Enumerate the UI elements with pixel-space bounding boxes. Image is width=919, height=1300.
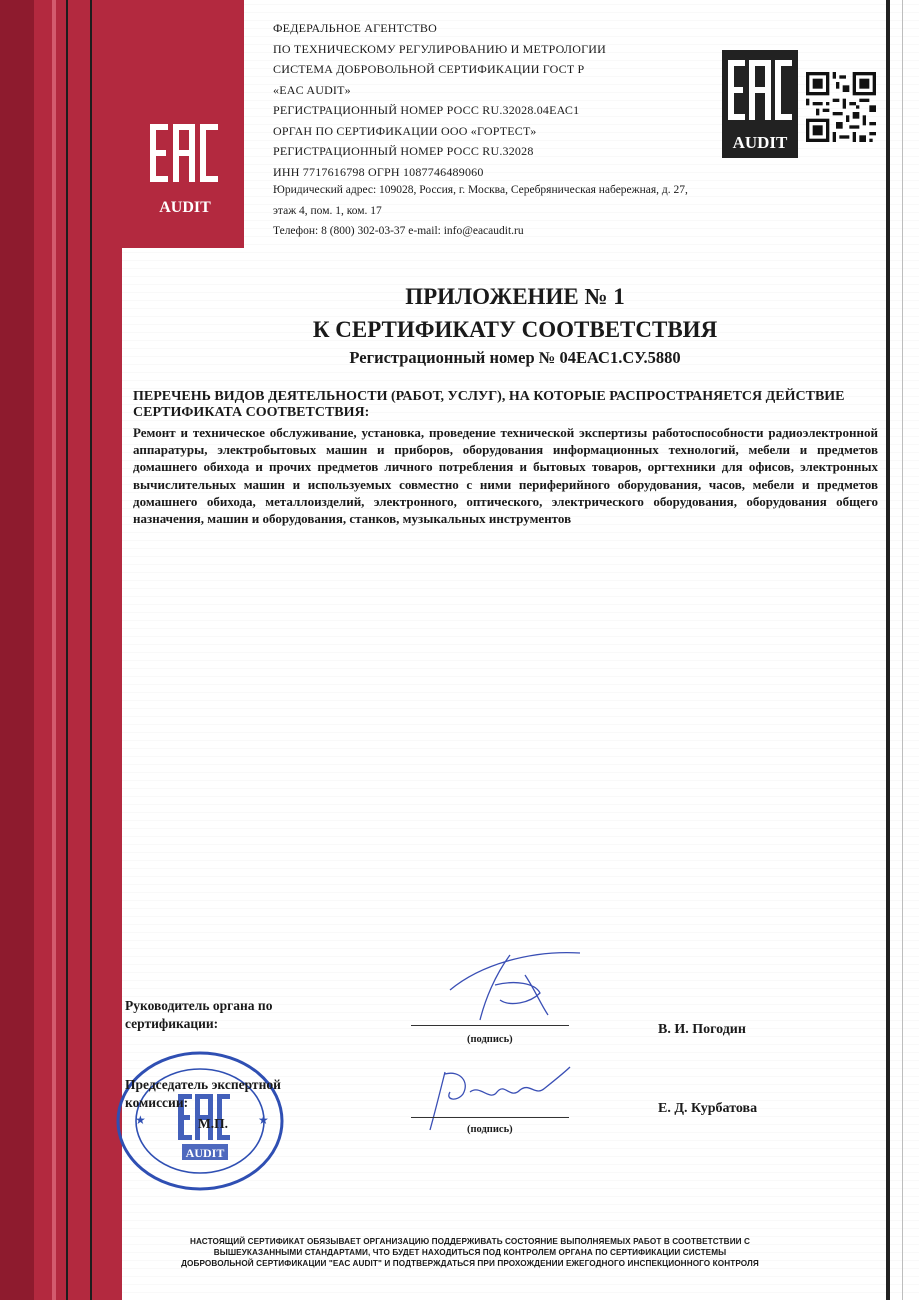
issuer-address — [273, 180, 688, 242]
header-line: ФЕДЕРАЛЬНОЕ АГЕНТСТВО — [273, 21, 437, 35]
eac-audit-logo — [146, 122, 224, 218]
right-border-thin — [902, 0, 903, 1300]
svg-text:AUDIT: AUDIT — [732, 133, 788, 152]
right-border-line — [886, 0, 890, 1300]
head-label: Руководитель органа по сертификации: — [125, 998, 273, 1031]
address-line: Юридический адрес: 109028, Россия, г. Москва, Серебряническая набережная, д. 27, — [273, 184, 688, 196]
signature-caption: (подпись) — [467, 1124, 513, 1135]
left-dark-stripe — [0, 0, 34, 1300]
seal-mark: М.П. — [198, 1116, 228, 1131]
header-line: ОРГАН ПО СЕРТИФИКАЦИИ ООО «ГОРТЕСТ» — [273, 123, 537, 138]
footer-notice — [150, 1236, 790, 1269]
footer-line: ВЫШЕУКАЗАННЫМИ СТАНДАРТАМИ, ЧТО БУДЕТ НАХОДИТЬСЯ ПОД КОНТРОЛЕМ ОРГАНА ПО СЕРТИФИКАЦИИ СИСТЕМЫ — [213, 1248, 727, 1257]
left-black-line — [90, 0, 92, 1300]
eac-audit-logo-dark — [722, 50, 798, 158]
header-line: СИСТЕМА ДОБРОВОЛЬНОЙ СЕРТИФИКАЦИИ ГОСТ Р — [273, 62, 585, 76]
signature-caption: (подпись) — [467, 1034, 513, 1045]
logo-word: AUDIT — [159, 199, 211, 216]
signature-line — [411, 1025, 569, 1026]
handwritten-signature — [415, 1062, 575, 1132]
expert-name: Е. Д. Курбатова — [658, 1101, 758, 1116]
scope-heading: ПЕРЕЧЕНЬ ВИДОВ ДЕЯТЕЛЬНОСТИ (РАБОТ, УСЛУГ), НА КОТОРЫЕ РАСПРОСТРАНЯЕТСЯ ДЕЙСТВИЕ СЕРТИФИКАТА СООТВЕТСТВИЯ: — [133, 389, 845, 420]
registration-number: Регистрационный номер № 04ЕАС1.СУ.5880 — [349, 348, 681, 367]
footer-line: НАСТОЯЩИЙ СЕРТИФИКАТ ОБЯЗЫВАЕТ ОРГАНИЗАЦИЮ ПОДДЕРЖИВАТЬ СОСТОЯНИЕ ВЫПОЛНЯЕМЫХ РАБОТ В СООТВЕТСТВИИ С — [189, 1237, 751, 1246]
left-black-line — [66, 0, 68, 1300]
address-line: этаж 4, пом. 1, ком. 17 — [273, 204, 382, 217]
document-title: ПРИЛОЖЕНИЕ № 1 — [405, 284, 625, 309]
expert-label: Председатель экспертной комиссии: — [125, 1077, 281, 1110]
qr-code-icon — [806, 72, 876, 142]
svg-text:★: ★ — [135, 1113, 146, 1127]
contact-line: Телефон: 8 (800) 302-03-37 e-mail: info@eacaudit.ru — [273, 225, 524, 237]
signature-line — [411, 1117, 569, 1118]
header-line: ПО ТЕХНИЧЕСКОМУ РЕГУЛИРОВАНИЮ И МЕТРОЛОГИИ — [273, 41, 606, 56]
left-light-stripe — [52, 0, 56, 1300]
scope-body: Ремонт и техническое обслуживание, установка, проведение технической экспертизы работоспособности радиоэлектронной аппаратуры, электробытовых машин и приборов, оборудования информационных технологий, мебели и предметов домашнего обихода и прочих предметов личного потребления и бытовых товаров, оргтехники для офисов, электронных вычислительных машин и используемых совместно с ними периферийного оборудования, часов, мебели и предметов домашнего обихода, металлоизделий, электронного, оптического, электрического оборудования, оборудования общего назначения, машин и оборудования, станков, музыкальных инструментов — [133, 425, 878, 527]
document-subtitle: К СЕРТИФИКАТУ СООТВЕТСТВИЯ — [312, 317, 718, 342]
handwritten-signature — [440, 945, 590, 1025]
footer-line: ДОБРОВОЛЬНОЙ СЕРТИФИКАЦИИ "EAC AUDIT" И ПОДТВЕРЖДАТЬСЯ ПРИ ПРОХОЖДЕНИИ ЕЖЕГОДНОГО ИНСПЕКЦИОННОГО КОНТРОЛЯ — [181, 1259, 759, 1268]
issuer-header — [273, 18, 606, 182]
header-line: «EAC AUDIT» — [273, 82, 351, 97]
header-line: ИНН 7717616798 ОГРН 1087746489060 — [273, 164, 484, 179]
svg-text:AUDIT: AUDIT — [185, 1146, 225, 1160]
svg-text:★: ★ — [258, 1113, 269, 1127]
header-line: РЕГИСТРАЦИОННЫЙ НОМЕР РОСС RU.32028.04ЕАС1 — [273, 103, 580, 117]
head-name: В. И. Погодин — [658, 1022, 746, 1037]
header-line: РЕГИСТРАЦИОННЫЙ НОМЕР РОСС RU.32028 — [273, 144, 534, 158]
